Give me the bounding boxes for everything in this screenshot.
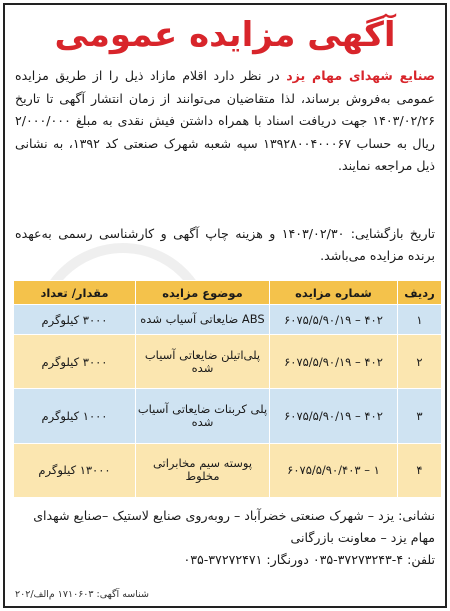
address-text: نشانی: یزد – شهرک صنعتی خضرآباد – روبه‌روی صنایع لاستیک –صنایع شهدای مهام یزد – معاونت بازرگانی bbox=[33, 508, 435, 545]
intro-text: در نظر دارد اقلام مازاد ذیل را از طریق مزایده عمومی به‌فروش برساند، لذا متقاضیان می‌توانند از زمان انتشار آگهی تا تاریخ ۱۴۰۳/۰۲/۲۶ جهت دریافت اسناد با همراه داشتن فیش نقدی به مبلغ ۲/۰۰۰/۰۰۰ ریال به حساب ۱۳۹۲۸۰۰۴۰۰۰۶۷ سپه شعبه شهرک صنعتی کد ۱۳۹۲، به نشانی ذیل مراجعه نمایند. bbox=[15, 68, 435, 173]
quantity: ۱۰۰۰ کیلوگرم bbox=[14, 389, 136, 443]
notice-title: آگهی مزایده عمومی bbox=[54, 15, 396, 55]
table-row bbox=[14, 389, 442, 443]
row-number: ۴ bbox=[398, 443, 442, 497]
auction-number: ۴۰۲ – ۶۰۷۵/۵/۹۰/۱۹ bbox=[270, 335, 398, 389]
quantity: ۳۰۰۰ کیلوگرم bbox=[14, 335, 136, 389]
auction-items-table bbox=[13, 280, 442, 498]
table-row bbox=[14, 335, 442, 389]
auction-number: ۱ – ۶۰۷۵/۵/۹۰/۴۰۳ bbox=[270, 443, 398, 497]
header-auction-number: شماره مزایده bbox=[270, 281, 398, 305]
quantity: ۱۳۰۰۰ کیلوگرم bbox=[14, 443, 136, 497]
row-number: ۳ bbox=[398, 389, 442, 443]
phone-text: تلفن: ۴-۳۷۲۷۳۲۴۳-۰۳۵ دورنگار: ۳۷۲۷۲۴۷۱-۰۳۵ bbox=[183, 552, 435, 567]
header-row-number: ردیف bbox=[398, 281, 442, 305]
row-number: ۲ bbox=[398, 335, 442, 389]
header-quantity: مقدار/ تعداد bbox=[14, 281, 136, 305]
notice-frame bbox=[3, 3, 447, 608]
header-subject: موضوع مزایده bbox=[136, 281, 270, 305]
auction-number: ۴۰۲ – ۶۰۷۵/۵/۹۰/۱۹ bbox=[270, 389, 398, 443]
table-row bbox=[14, 305, 442, 335]
auction-subject: ABS ضایعاتی آسیاب شده bbox=[136, 305, 270, 335]
notice-intro bbox=[15, 65, 435, 178]
table-header-row bbox=[14, 281, 442, 305]
opening-date-text: تاریخ بازگشایی: ۱۴۰۳/۰۲/۳۰ و هزینه چاپ آگهی و کارشناسی رسمی به‌عهده برنده مزایده می‌باشد. bbox=[15, 226, 435, 263]
row-number: ۱ bbox=[398, 305, 442, 335]
notice-footer bbox=[15, 505, 435, 571]
auction-subject: پلی‌اتیلن ضایعاتی آسیاب شده bbox=[136, 335, 270, 389]
auction-subject: پوسته سیم مخابراتی مخلوط bbox=[136, 443, 270, 497]
company-name: صنایع شهدای مهام یزد bbox=[286, 68, 436, 83]
notice-serial: شناسه آگهی: ۱۷۱۰۶۰۳ م‌الف/۲۰۲ bbox=[15, 589, 149, 600]
auction-subject: پلی کربنات ضایعاتی آسیاب شده bbox=[136, 389, 270, 443]
table-row bbox=[14, 443, 442, 497]
quantity: ۳۰۰۰ کیلوگرم bbox=[14, 305, 136, 335]
auction-number: ۴۰۲ – ۶۰۷۵/۵/۹۰/۱۹ bbox=[270, 305, 398, 335]
